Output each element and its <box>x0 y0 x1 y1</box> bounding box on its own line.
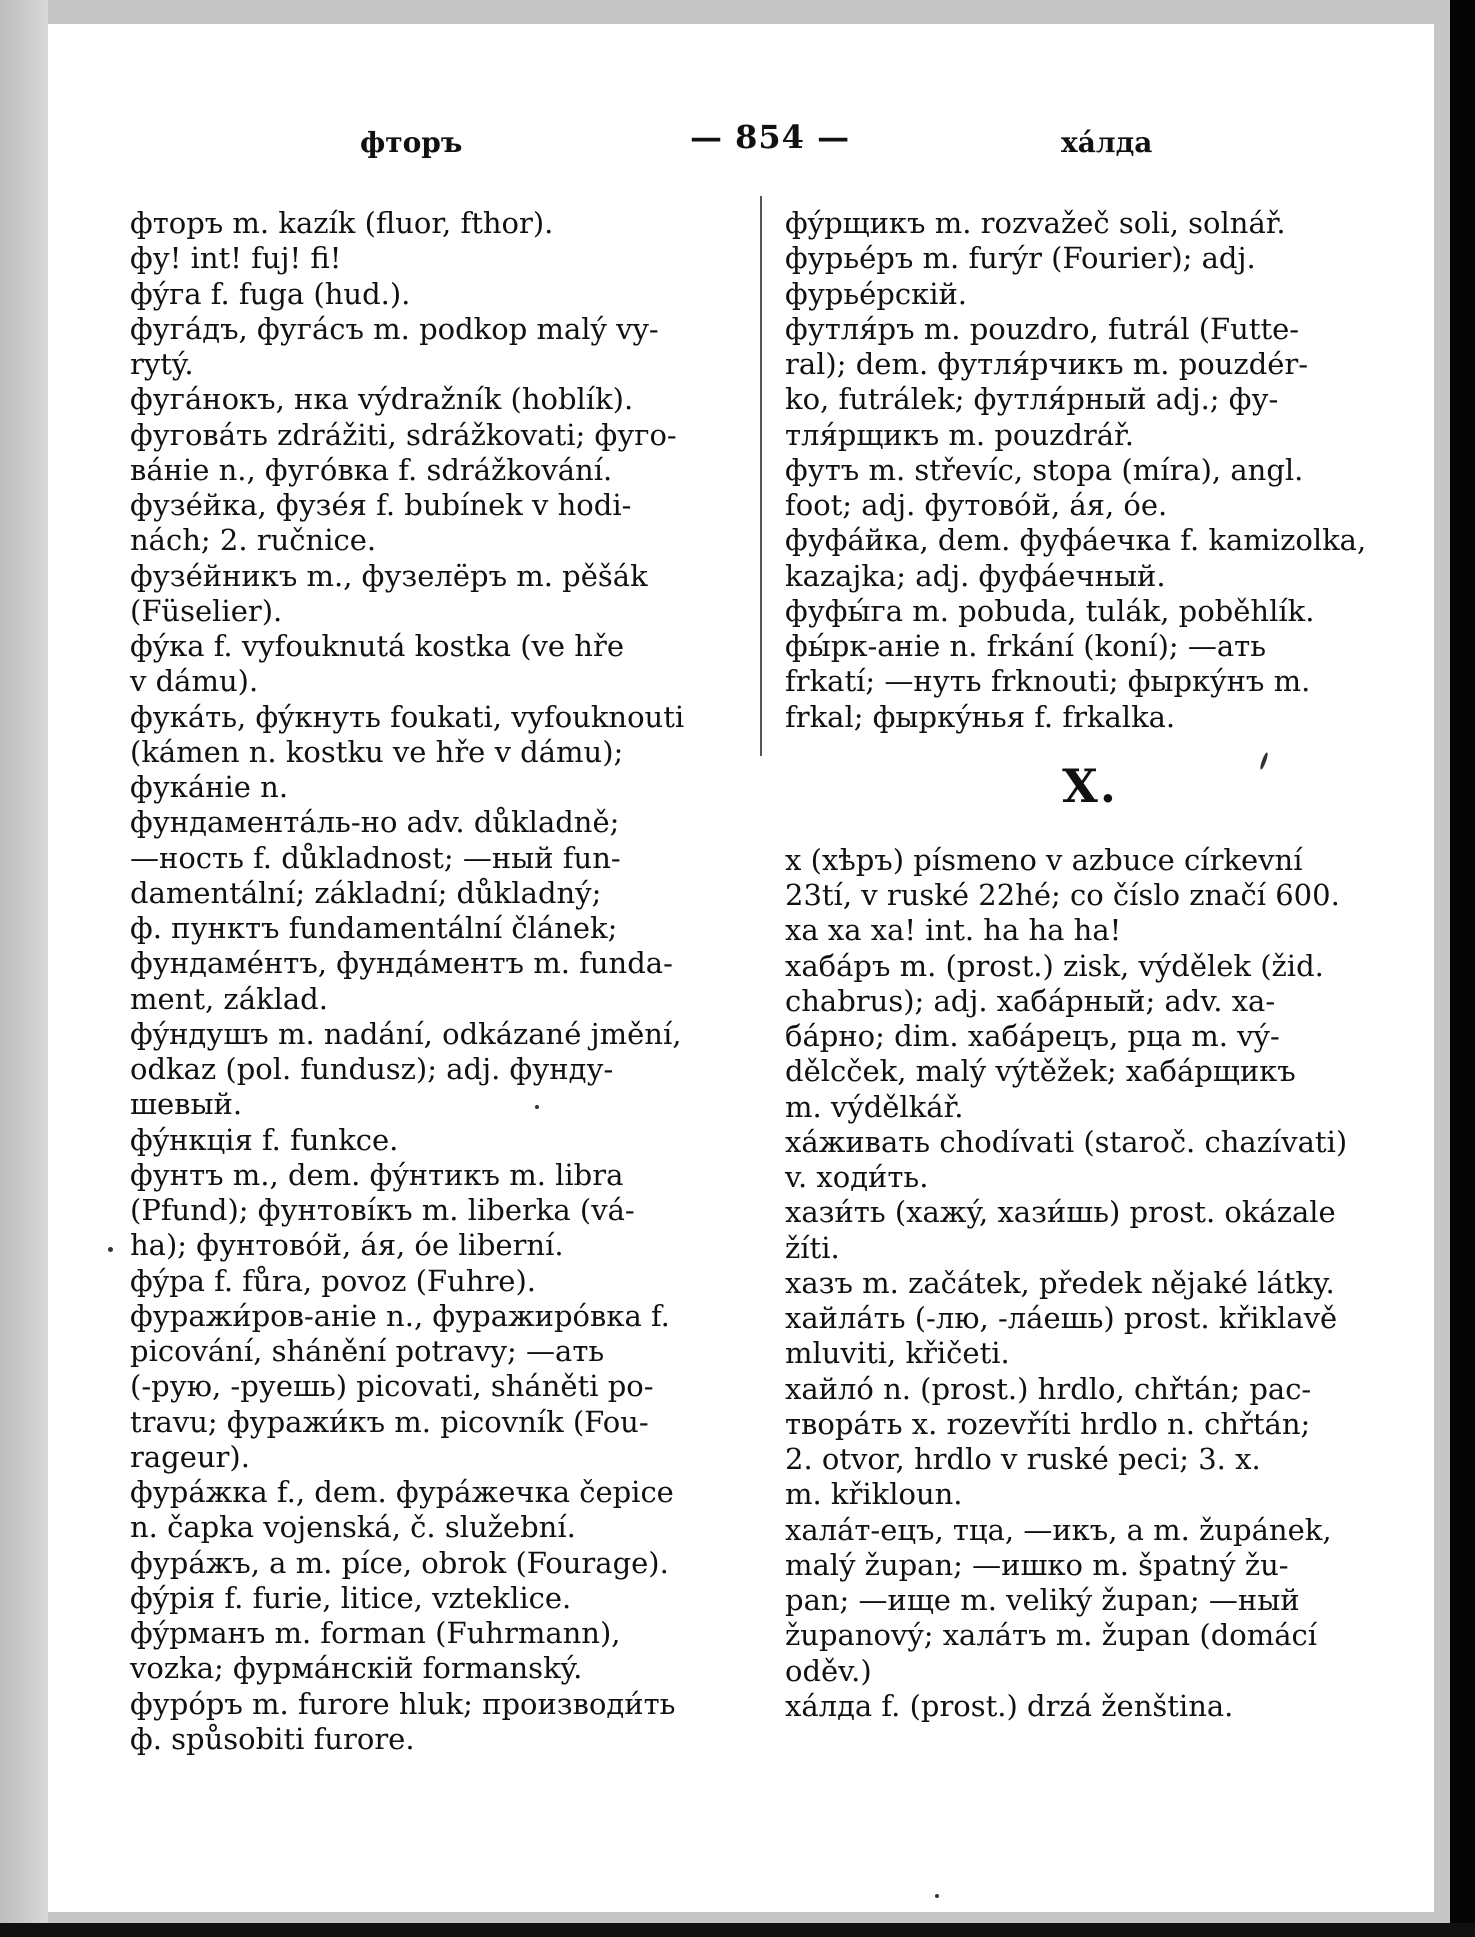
right-line: фы́рк-аніе n. frkání (koní); —ать <box>785 629 1267 663</box>
right-line: творáть х. rozevříti hrdlo n. chřtán; <box>785 1406 1311 1441</box>
page-number: — 854 — <box>690 118 851 156</box>
left-line: фугáнокъ, нка výdražník (hoblík). <box>130 382 634 417</box>
scan-right-edge <box>1450 0 1475 1937</box>
right-line: футъ m. střevíc, stopa (míra), angl. <box>785 452 1304 487</box>
left-line: фýрманъ m. forman (Fuhrmann), <box>130 1616 621 1650</box>
right-line: хáживать chodívati (staroč. chazívati) <box>785 1124 1348 1159</box>
left-line: (-рую, -руешь) picovati, sháněti po- <box>130 1369 654 1404</box>
left-line: (kámen n. kostku ve hře v dámu); <box>130 734 624 769</box>
header-right-guide-word: хáлда <box>1061 126 1153 159</box>
right-line: v. ходи́ть. <box>785 1160 929 1194</box>
left-line: ha); фунтовóй, áя, óе liberní. <box>130 1228 564 1263</box>
right-line: dělcček, malý výtěžek; хабáрщикъ <box>785 1054 1296 1089</box>
scan-bottom-edge <box>0 1923 1475 1937</box>
right-line: фурьéрскій. <box>785 276 968 311</box>
right-line: хабáръ m. (prost.) zisk, výdělek (žid. <box>785 948 1324 983</box>
left-line: ф. пунктъ fundamentální článek; <box>130 911 618 945</box>
left-line: rytý. <box>130 347 194 381</box>
left-line: фýрія f. furie, litice, vzteklice. <box>130 1580 572 1615</box>
left-line: vozka; фурмáнскій formanský. <box>130 1651 583 1686</box>
right-line: foot; adj. футовóй, áя, óе. <box>785 488 1168 522</box>
right-line: ral); dem. футля́рчикъ m. pouzdér- <box>785 347 1309 381</box>
left-line: фундаментáль-но adv. důkladně; <box>130 805 620 840</box>
right-line: хазъ m. začátek, předek nějaké látky. <box>785 1265 1335 1300</box>
right-line: бáрно; dim. хабáрецъ, рца m. vý- <box>785 1019 1280 1053</box>
right-line: хайлó n. (prost.) hrdlo, chřtán; рас- <box>785 1371 1312 1406</box>
left-line: n. čapka vojenská, č. služební. <box>130 1510 576 1545</box>
left-line: фугáдъ, фугáсъ m. podkop malý vy- <box>130 311 659 346</box>
letter-section-heading: X. <box>1062 758 1118 813</box>
right-line: pan; —ище m. veliký župan; —ный <box>785 1583 1300 1617</box>
right-line: županový; халáтъ m. župan (domácí <box>785 1618 1318 1653</box>
left-line: фýга f. fuga (hud.). <box>130 276 411 311</box>
left-line: фунтъ m., dem. фýнтикъ m. libra <box>130 1157 624 1192</box>
right-line: m. křikloun. <box>785 1477 963 1512</box>
left-line: фу! int! fuj! fi! <box>130 241 342 276</box>
left-line: фуговáть zdrážiti, sdrážkovati; фуго- <box>130 417 677 452</box>
left-line: фузéйникъ m., фузелёръ m. pěšák <box>130 558 648 593</box>
left-line: rageur). <box>130 1439 250 1474</box>
left-line: travu; фуражи́къ m. picovník (Fou- <box>130 1404 649 1439</box>
right-line: фуфы́га m. pobuda, tulák, poběhlík. <box>785 593 1315 628</box>
right-line: 23tí, v ruské 22hé; co číslo značí 600. <box>785 878 1340 912</box>
right-line: хази́ть (хажý, хази́шь) prost. okázale <box>785 1195 1336 1230</box>
scan-speck <box>935 1894 939 1898</box>
left-line: фундамéнтъ, фундáментъ m. funda- <box>130 946 673 981</box>
scan-speck <box>108 1247 113 1252</box>
left-line: фукáніе n. <box>130 770 289 804</box>
right-line: хáлда f. (prost.) drzá ženština. <box>785 1688 1234 1723</box>
right-line: халáт-ецъ, тца, —икъ, а m. župánek, <box>785 1512 1332 1547</box>
right-line: frkatí; —нуть frknouti; фыркýнъ m. <box>785 664 1311 699</box>
right-line: malý župan; —ишко m. špatný žu- <box>785 1547 1289 1582</box>
right-line: oděv.) <box>785 1653 872 1688</box>
right-line: kazajka; adj. фуфáечный. <box>785 558 1166 593</box>
left-line: фурáжъ, а m. píce, obrok (Fourage). <box>130 1545 669 1580</box>
right-line: mluviti, křičeti. <box>785 1336 1010 1371</box>
left-line: nách; 2. ručnice. <box>130 523 377 558</box>
left-line: damentální; základní; důkladný; <box>130 875 602 910</box>
right-line: ko, futrálek; футля́рный adj.; фу- <box>785 382 1279 417</box>
left-line: фýра f. fůra, povoz (Fuhre). <box>130 1263 536 1298</box>
left-line: фурáжка f., dem. фурáжечка čepice <box>130 1475 674 1509</box>
right-line: ха ха ха! int. ha ha ha! <box>785 913 1122 948</box>
left-line: v dámu). <box>130 664 259 699</box>
right-line: футля́ръ m. pouzdro, futrál (Futte- <box>785 311 1300 346</box>
left-line: фузéйка, фузéя f. bubínek v hodi- <box>130 488 632 522</box>
left-line: фýнкція f. funkce. <box>130 1122 399 1157</box>
left-line: фуражи́ров-аніе n., фуражирóвка f. <box>130 1298 670 1333</box>
right-line: фýрщикъ m. rozvažeč soli, solnář. <box>785 206 1286 240</box>
scan-left-shadow <box>0 0 48 1937</box>
left-line: шевый. <box>130 1087 243 1122</box>
right-line: х (хѣръ) písmeno v azbuce církevní <box>785 842 1303 877</box>
scan-speck <box>535 1105 539 1109</box>
left-line: фýндушъ m. nadání, odkázané jmění, <box>130 1016 682 1051</box>
right-line: chabrus); adj. хабáрный; adv. ха- <box>785 983 1276 1018</box>
right-line: 2. otvor, hrdlo v ruské peci; 3. х. <box>785 1442 1261 1476</box>
right-column <box>785 206 1395 1724</box>
left-line: (Füselier). <box>130 593 283 628</box>
left-line: odkaz (pol. fundusz); adj. фунду- <box>130 1052 614 1086</box>
right-line: frkal; фыркýнья f. frkalka. <box>785 699 1176 734</box>
left-line: ф. spůsobiti furore. <box>130 1721 415 1756</box>
left-line: фукáть, фýкнуть foukati, vyfouknouti <box>130 699 685 734</box>
right-line: žíti. <box>785 1230 840 1265</box>
left-line: picování, shánění potravy; —ать <box>130 1334 605 1368</box>
right-line: хайлáть (-лю, -лáешь) prost. křiklavě <box>785 1301 1338 1335</box>
left-line: фурóръ m. furore hluk; производи́ть <box>130 1686 676 1721</box>
page-header <box>0 118 1475 160</box>
right-line: тля́рщикъ m. pouzdrář. <box>785 417 1134 452</box>
left-line: ment, základ. <box>130 981 328 1016</box>
left-column <box>130 206 720 1757</box>
right-line: фуфáйка, dem. фуфáечка f. kamizolka, <box>785 523 1367 558</box>
left-line: (Pfund); фунтовíкъ m. liberka (vá- <box>130 1193 635 1227</box>
header-left-guide-word: фторъ <box>360 126 463 159</box>
left-line: фторъ m. kazík (fluor, fthor). <box>130 206 554 240</box>
left-line: вáніе n., фугóвка f. sdrážkování. <box>130 452 613 487</box>
left-line: —ность f. důkladnost; —ный fun- <box>130 840 621 875</box>
right-line: m. výdělkář. <box>785 1089 964 1124</box>
left-line: фýка f. vyfouknutá kostka (ve hře <box>130 629 625 663</box>
right-line: фурьéръ m. furýr (Fourier); adj. <box>785 241 1256 276</box>
column-divider <box>760 196 762 756</box>
